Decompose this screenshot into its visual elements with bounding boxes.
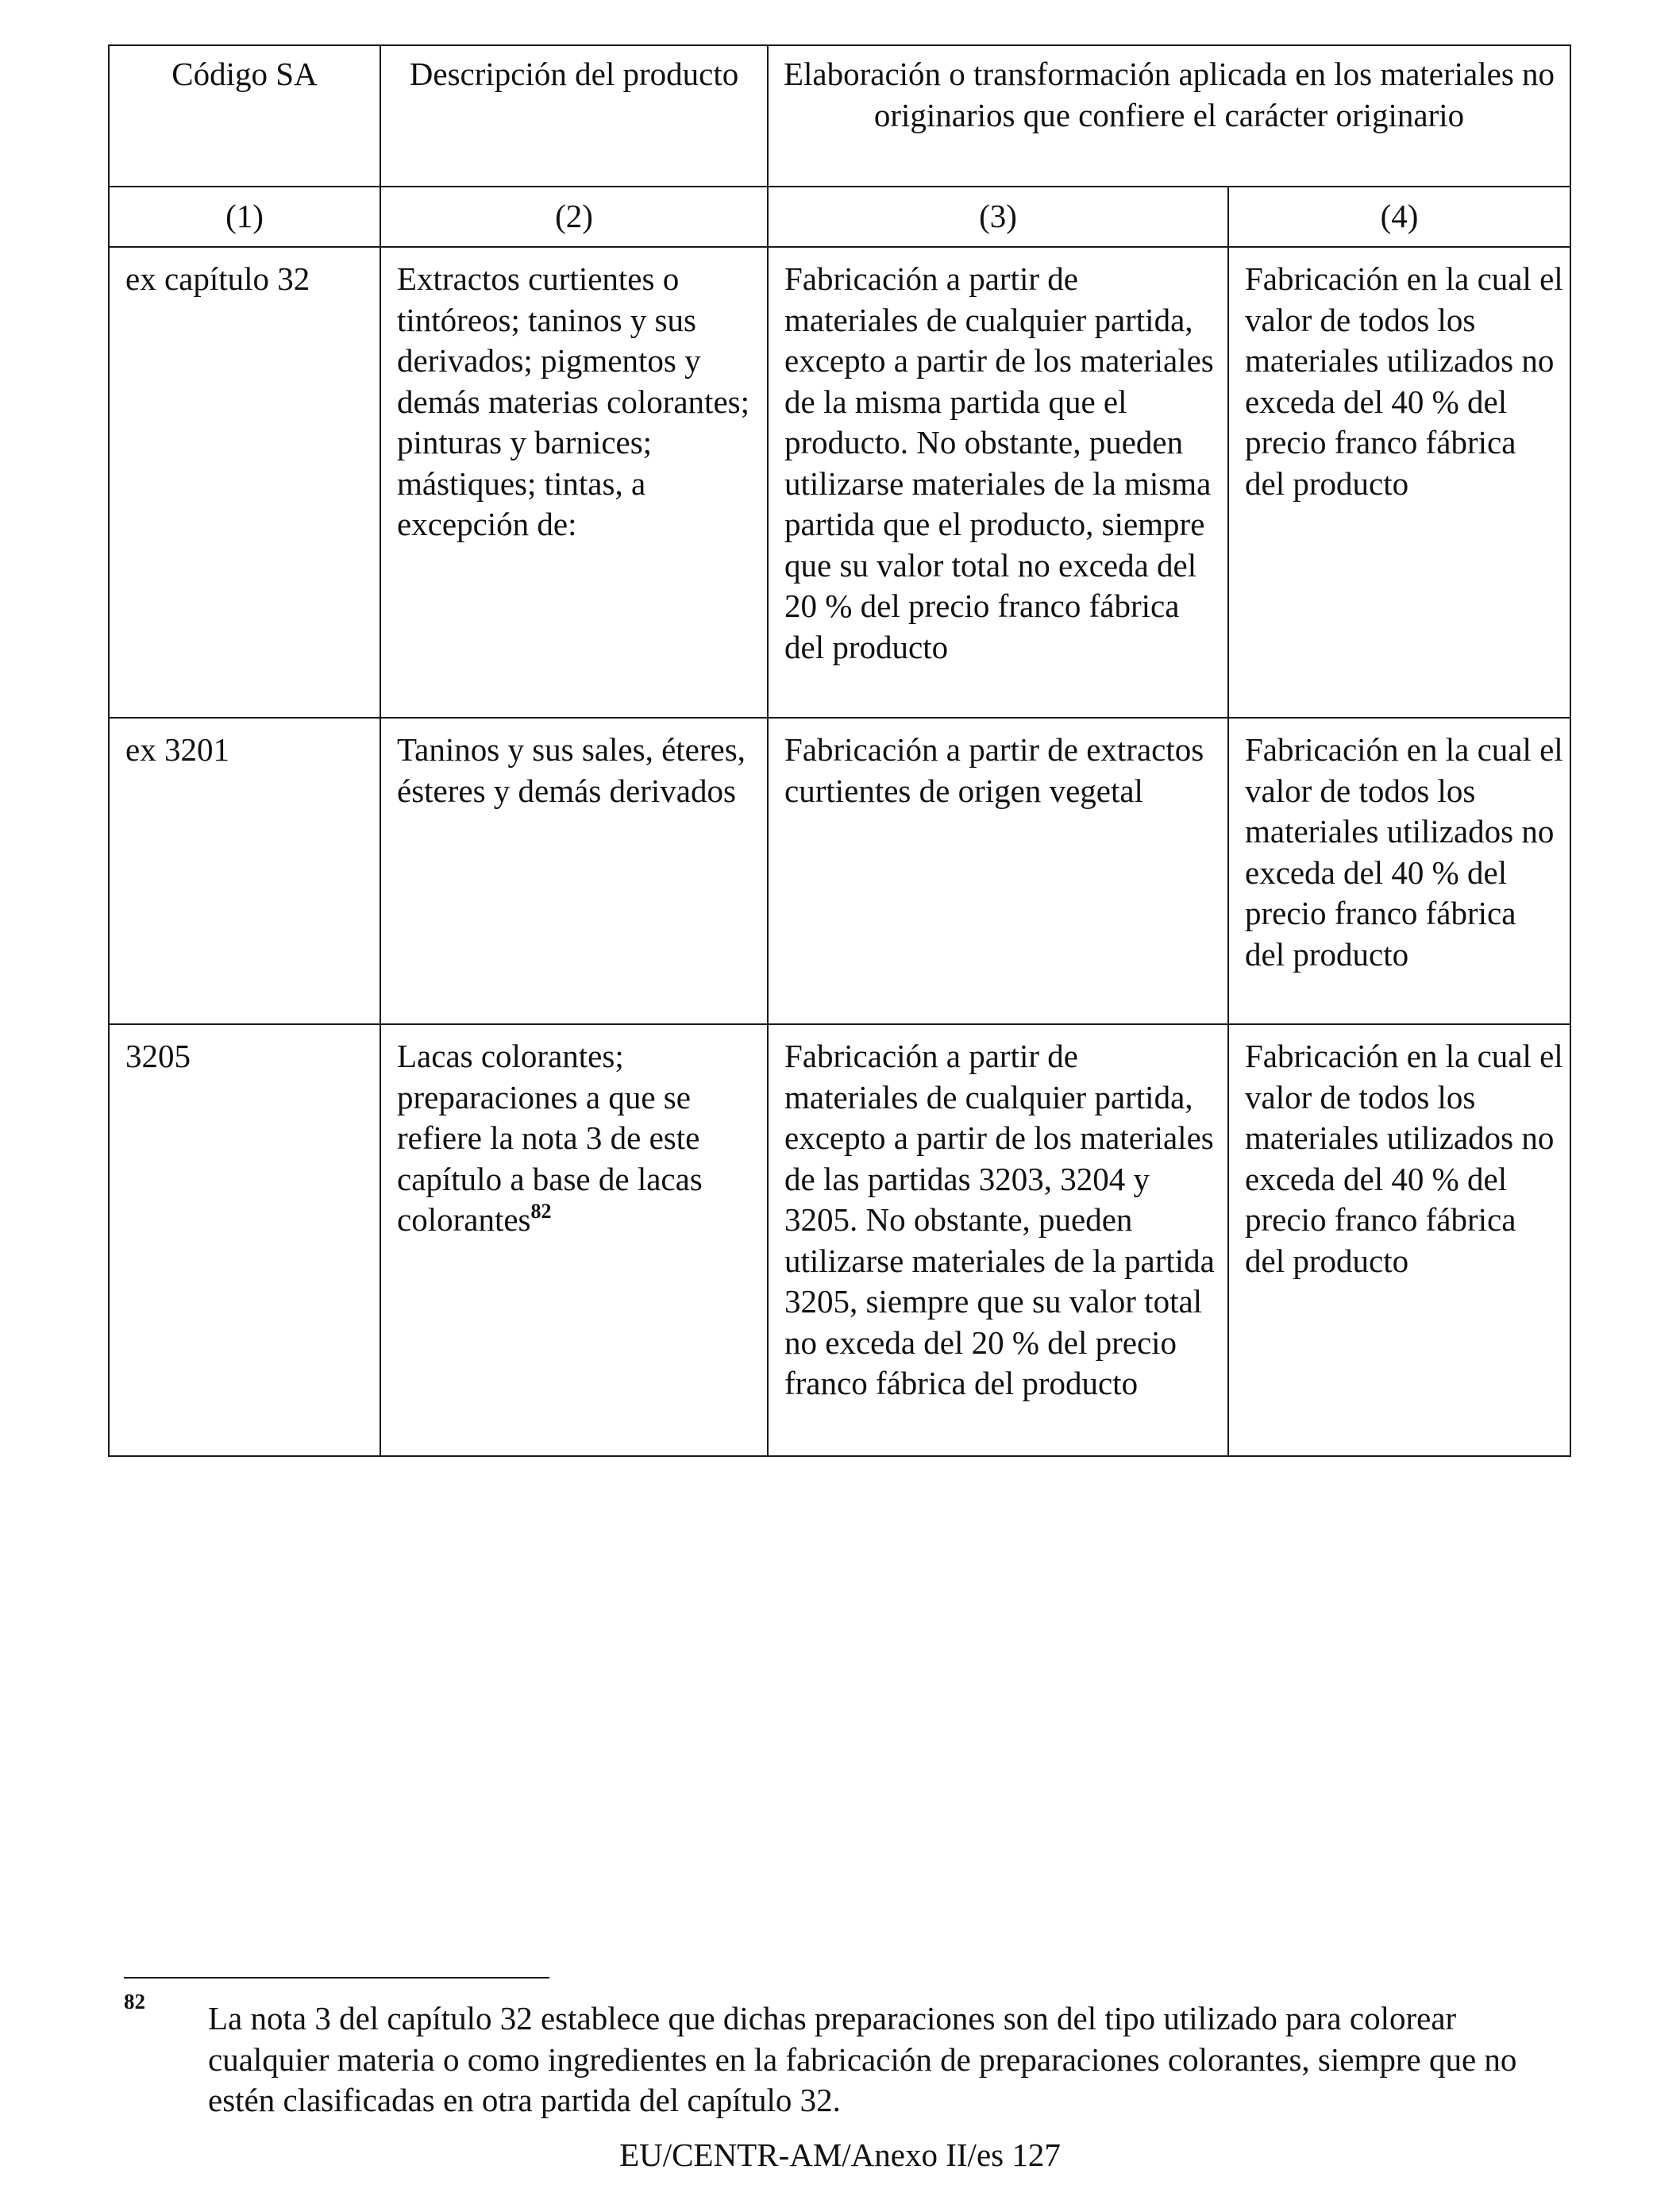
header-product-description: Descripción del producto [380, 45, 768, 187]
hs-code-cell: ex 3201 [109, 718, 380, 1024]
rule-col4-cell: Fabricación en la cual el valor de todos los materiales utilizados no exceda del 40 % del precio franco fábrica del producto [1228, 718, 1570, 1024]
table-row [109, 718, 1570, 1024]
column-number-4: (4) [1228, 187, 1570, 247]
column-number-row [109, 187, 1570, 247]
header-processing-rule: Elaboración o transformación aplicada en los materiales no originarios que confiere el carácter originario [768, 45, 1570, 187]
column-number-2: (2) [380, 187, 768, 247]
column-number-1: (1) [109, 187, 380, 247]
rule-col3-cell: Fabricación a partir de materiales de cualquier partida, excepto a partir de los materiales de la misma partida que el producto. No obstante, pueden utilizarse materiales de la misma partida que el producto, siempre que su valor total no exceda del 20 % del precio franco fábrica del producto [768, 247, 1228, 718]
rule-col3-cell: Fabricación a partir de materiales de cualquier partida, excepto a partir de los materiales de las partidas 3203, 3204 y 3205. No obstante, pueden utilizarse materiales de la partida 3205, siempre que su valor total no exceda del 20 % del precio franco fábrica del producto [768, 1024, 1228, 1456]
table-row [109, 1024, 1570, 1456]
description-cell: Extractos curtientes o tintóreos; taninos y sus derivados; pigmentos y demás materias colorantes; pinturas y barnices; mástiques; tintas, a excepción de: [380, 247, 768, 718]
table-row [109, 247, 1570, 718]
description-text: Lacas colorantes; preparaciones a que se refiere la nota 3 de este capítulo a base de lacas colorantes [397, 1038, 703, 1238]
hs-code-cell: 3205 [109, 1024, 380, 1456]
description-cell [380, 1024, 768, 1456]
column-number-3: (3) [768, 187, 1228, 247]
footnote-text: La nota 3 del capítulo 32 establece que dichas preparaciones son del tipo utilizado para colorear cualquier materia o como ingredientes en la fabricación de preparaciones colorantes, siempre que no estén clasificadas en otra partida del capítulo 32. [208, 2000, 1517, 2118]
rule-col3-cell: Fabricación a partir de extractos curtientes de origen vegetal [768, 718, 1228, 1024]
hs-code-cell: ex capítulo 32 [109, 247, 380, 718]
footnote-separator [124, 1977, 549, 1979]
footnote-marker: 82 [124, 1990, 145, 2013]
page-footer: EU/CENTR-AM/Anexo II/es 127 [619, 2137, 1061, 2173]
footnote-reference[interactable]: 82 [530, 1200, 552, 1223]
description-cell: Taninos y sus sales, éteres, ésteres y demás derivados [380, 718, 768, 1024]
rule-col4-cell: Fabricación en la cual el valor de todos los materiales utilizados no exceda del 40 % del precio franco fábrica del producto [1228, 247, 1570, 718]
rules-of-origin-table [108, 44, 1571, 1457]
header-hs-code: Código SA [109, 45, 380, 187]
rule-col4-cell: Fabricación en la cual el valor de todos los materiales utilizados no exceda del 40 % del precio franco fábrica del producto [1228, 1024, 1570, 1456]
header-row [109, 45, 1570, 187]
